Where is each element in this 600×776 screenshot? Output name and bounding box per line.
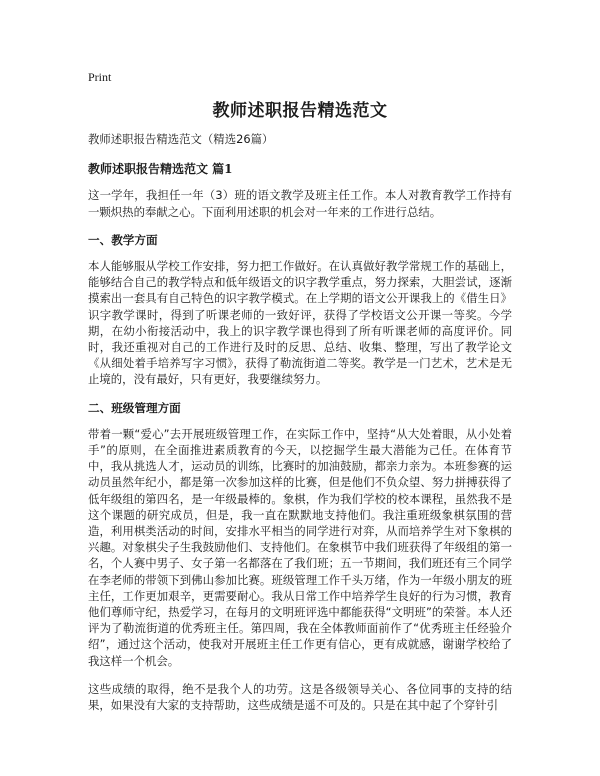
document-body: [88, 131, 512, 725]
teaching-paragraph: 本人能够服从学校工作安排，努力把工作做好。在认真做好教学常规工作的基础上，能够结合自己的教学特点和低年级语文的识字教学重点，努力探索，大胆尝试，逐渐摸索出一套具有自己特色的识字教学模式。在上学期的语文公开课我上的《借生日》识字教学课时，得到了听课老师的一致好评，获得了学校语文公开课一等奖。今学期，在幼小衔接活动中，我上的识字教学课也得到了所有听课老师的高度评价。同时，我还重视对自己的工作进行及时的反思、总结、收集、整理，写出了教学论文《从细处着手培养写字习惯》，获得了勒流街道二等奖。教学是一门艺术，艺术是无止境的，没有最好，只有更好，我要继续努力。: [88, 259, 512, 387]
heading-class-management: 二、班级管理方面: [88, 400, 181, 415]
document-subtitle: 教师述职报告精选范文（精选26篇）: [88, 132, 274, 146]
print-link[interactable]: Print: [88, 70, 112, 84]
closing-paragraph: 这些成绩的取得，绝不是我个人的功劳。这是各级领导关心、各位同事的支持的结果，如果没有大家的支持帮助，这些成绩是遥不可及的。只是在其中起了个穿针引: [88, 681, 512, 713]
intro-paragraph: 这一学年，我担任一年（3）班的语文教学及班主任工作。本人对教育教学工作持有一颗炽热的奉献之心。下面利用述职的机会对一年来的工作进行总结。: [88, 188, 512, 219]
heading-teaching: 一、教学方面: [88, 232, 158, 247]
page-title: 教师述职报告精选范文: [212, 101, 388, 121]
section-title: 教师述职报告精选范文 篇1: [88, 162, 233, 177]
class-management-paragraph: 带着一颗“爱心”去开展班级管理工作，在实际工作中，坚持“从大处着眼，从小处着手”的原则，在全面推进素质教育的今天，以挖掘学生最大潜能为己任。在体育节中，我从挑选人才，运动员的训练，比赛时的加油鼓励，都亲力亲为。本班参赛的运动员虽然年纪小，都是第一次参加这样的比赛，但是他们不负众望、努力拼搏获得了低年级组的第四名，是一年级最棒的。象棋，作为我们学校的校本课程，虽然我不是这个课题的研究成员，但是，我一直在默默地支持他们。我注重班级象棋氛围的营造，利用棋类活动的时间，安排水平相当的同学进行对弈，从而培养学生对下象棋的兴趣。对象棋尖子生我鼓励他们、支持他们。在象棋节中我们班获得了年级组的第一名，个人赛中男子、女子第一名都落在了我们班；五一节期间，我们班还有三个同学在李老师的带领下到佛山参加比赛。班级管理工作千头万绪，作为一年级小朋友的班主任，工作更加艰辛，更需要耐心。我从日常工作中培养学生良好的行为习惯，教育他们尊师守纪，热爱学习，在每月的文明班评选中都能获得“文明班”的荣誉。本人还评为了勒流街道的优秀班主任。第四周，我在全体教师面前作了“优秀班主任经验介绍”，通过这个活动，使我对开展班主任工作更有信心，更有成就感，谢谢学校给了我这样一个机会。: [88, 426, 512, 668]
